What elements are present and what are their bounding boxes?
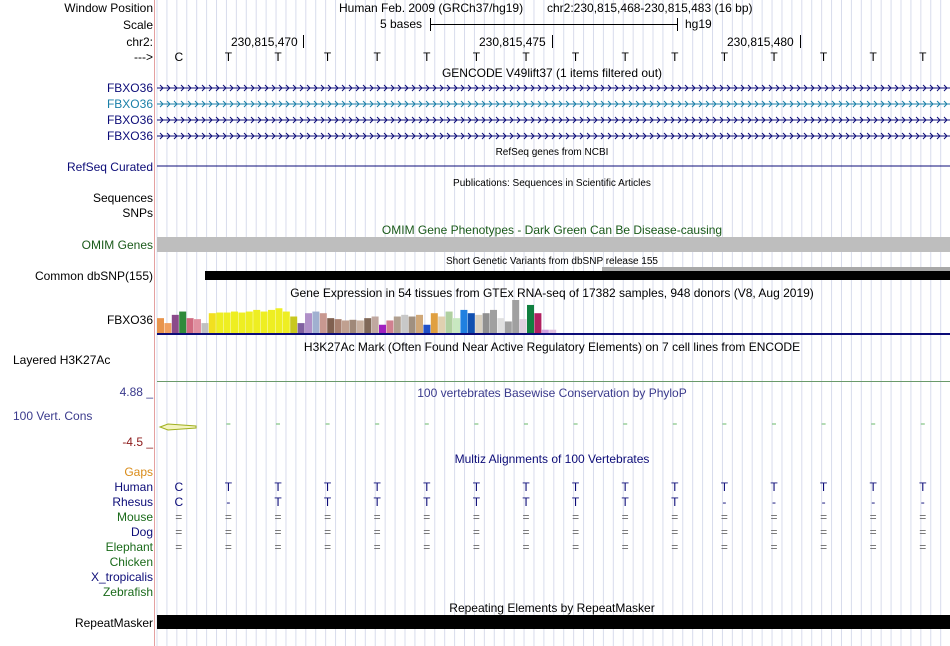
gtex-tissue-bar[interactable] — [394, 317, 401, 334]
gtex-tissue-bar[interactable] — [335, 319, 342, 333]
alignment-base: = — [572, 540, 580, 554]
alignment-base: = — [720, 525, 728, 539]
alignment-base: = — [274, 525, 282, 539]
publications-sequences-label[interactable]: Sequences — [92, 191, 153, 205]
alignment-base: = — [820, 540, 828, 554]
gtex-tissue-bar[interactable] — [157, 318, 164, 333]
conservation-arrow-mark — [160, 424, 196, 430]
alignment-base: = — [869, 540, 877, 554]
gtex-tissue-bar[interactable] — [512, 300, 519, 333]
gtex-tissue-bar[interactable] — [342, 320, 349, 333]
gtex-tissue-bar[interactable] — [490, 310, 497, 333]
multiz-gaps-label: Gaps — [124, 465, 153, 479]
alignment-base: T — [323, 480, 332, 494]
alignment-base: T — [919, 480, 927, 494]
alignment-base: = — [175, 510, 183, 524]
base-letter: T — [671, 50, 679, 64]
alignment-base: T — [770, 480, 778, 494]
gtex-tissue-bar[interactable] — [231, 312, 238, 333]
base-letter: C — [174, 50, 184, 64]
gtex-tissue-bar[interactable] — [253, 310, 260, 333]
species-label[interactable]: Zebrafish — [102, 585, 153, 599]
base-letter: T — [770, 50, 778, 64]
alignment-base: = — [373, 510, 381, 524]
gtex-tissue-bar[interactable] — [187, 318, 194, 333]
alignment-base: = — [671, 525, 679, 539]
gtex-tissue-bar[interactable] — [209, 313, 216, 333]
gtex-tissue-bar[interactable] — [283, 312, 290, 333]
alignment-base: T — [571, 480, 580, 494]
alignment-base: = — [175, 525, 183, 539]
alignment-base: = — [820, 510, 828, 524]
gtex-tissue-bar[interactable] — [298, 323, 305, 333]
refseq-title[interactable]: RefSeq genes from NCBI — [495, 147, 609, 158]
gtex-tissue-bar[interactable] — [224, 313, 231, 333]
gtex-tissue-bar[interactable] — [179, 312, 186, 333]
species-label[interactable]: X_tropicalis — [90, 570, 153, 584]
alignment-base: T — [522, 495, 530, 509]
gtex-tissue-bar[interactable] — [164, 323, 171, 333]
alignment-base: = — [621, 525, 629, 539]
chrom-label: chr2: — [126, 35, 153, 49]
dbsnp-title[interactable]: Short Genetic Variants from dbSNP release 155 — [446, 256, 658, 267]
gtex-tissue-bar[interactable] — [194, 319, 201, 333]
base-letter: T — [224, 50, 233, 64]
alignment-base: T — [373, 480, 381, 494]
alignment-base: T — [274, 480, 282, 494]
base-letter: T — [571, 50, 580, 64]
alignment-base: T — [472, 480, 481, 494]
alignment-base: = — [522, 525, 530, 539]
alignment-base: T — [720, 480, 729, 494]
gtex-tissue-bar[interactable] — [275, 308, 282, 333]
alignment-base: T — [423, 495, 431, 509]
gtex-tissue-bar[interactable] — [446, 312, 453, 333]
gencode-title[interactable]: GENCODE V49lift37 (1 items filtered out) — [441, 66, 663, 80]
base-letter: T — [472, 50, 481, 64]
gtex-tissue-bar[interactable] — [320, 313, 327, 333]
alignment-base: = — [324, 540, 332, 554]
alignment-base: = — [720, 510, 728, 524]
conservation-title[interactable]: 100 vertebrates Basewise Conservation by PhyloP — [417, 386, 687, 400]
assembly-text: Human Feb. 2009 (GRCh37/hg19) — [339, 1, 524, 15]
base-letter: T — [423, 50, 431, 64]
gtex-tissue-bar[interactable] — [305, 313, 312, 333]
alignment-base: - — [920, 495, 925, 509]
scale-label: Scale — [122, 18, 153, 32]
ruler-tick-label-3: 230,815,480 — [727, 35, 794, 49]
alignment-base: = — [373, 525, 381, 539]
species-label[interactable]: Mouse — [116, 510, 153, 524]
gtex-tissue-bar[interactable] — [416, 315, 423, 333]
alignment-base: = — [919, 525, 927, 539]
gtex-tissue-bar[interactable] — [349, 320, 356, 333]
alignment-base: - — [722, 495, 727, 509]
base-letter: T — [869, 50, 877, 64]
gtex-tissue-bar[interactable] — [475, 315, 482, 333]
gtex-tissue-bar[interactable] — [497, 318, 504, 333]
conservation-max-label: 4.88 _ — [119, 385, 153, 399]
alignment-base: T — [819, 480, 828, 494]
alignment-base: = — [472, 510, 480, 524]
alignment-base: = — [274, 510, 282, 524]
gtex-tissue-bar[interactable] — [409, 317, 416, 334]
base-letter: T — [720, 50, 729, 64]
base-letter: T — [819, 50, 828, 64]
alignment-base: = — [720, 540, 728, 554]
gtex-tissue-bar[interactable] — [483, 313, 490, 333]
alignment-base: T — [671, 480, 679, 494]
gtex-tissue-bar[interactable] — [542, 330, 549, 333]
alignment-base: T — [621, 495, 629, 509]
ruler-tick-label-2: 230,815,475 — [479, 35, 546, 49]
alignment-base: = — [472, 525, 480, 539]
alignment-base: C — [174, 495, 184, 509]
gtex-title[interactable]: Gene Expression in 54 tissues from GTEx RNA-seq of 17382 samples, 948 donors (V8, Aug 2019) — [290, 286, 814, 300]
gtex-tissue-bar[interactable] — [261, 312, 268, 333]
gtex-tissue-bar[interactable] — [312, 312, 319, 333]
gtex-tissue-bar[interactable] — [468, 313, 475, 333]
alignment-base: = — [770, 525, 778, 539]
gtex-label[interactable]: FBXO36 — [106, 313, 153, 327]
alignment-base: T — [423, 480, 431, 494]
alignment-base: T — [323, 495, 332, 509]
alignment-base: = — [522, 540, 530, 554]
alignment-base: = — [472, 540, 480, 554]
alignment-base: T — [522, 480, 530, 494]
alignment-base: = — [572, 525, 580, 539]
gencode-item-3-label[interactable]: FBXO36 — [106, 113, 153, 127]
omim-label[interactable]: OMIM Genes — [81, 238, 153, 252]
alignment-base: - — [772, 495, 776, 509]
gtex-tissue-bar[interactable] — [431, 313, 438, 333]
scale-text: 5 bases — [380, 17, 423, 31]
alignment-base: = — [423, 525, 431, 539]
gtex-tissue-bar[interactable] — [246, 312, 253, 333]
alignment-base: = — [869, 510, 877, 524]
gtex-tissue-bar[interactable] — [527, 305, 534, 333]
alignment-base: T — [869, 480, 877, 494]
gtex-tissue-bar[interactable] — [438, 317, 445, 334]
alignment-base: T — [671, 495, 679, 509]
gtex-tissue-bar[interactable] — [238, 313, 245, 333]
alignment-base: = — [820, 525, 828, 539]
conservation-min-label: -4.5 _ — [122, 435, 153, 449]
base-letter: T — [323, 50, 332, 64]
base-letter: T — [274, 50, 282, 64]
ruler-tick-label-1: 230,815,470 — [231, 35, 298, 49]
gencode-item-1-label[interactable]: FBXO36 — [106, 81, 153, 95]
base-letter: T — [919, 50, 927, 64]
dbsnp-label[interactable]: Common dbSNP(155) — [34, 269, 153, 283]
alignment-base: T — [224, 480, 233, 494]
species-label[interactable]: Human — [114, 480, 153, 494]
publications-title[interactable]: Publications: Sequences in Scientific Articles — [453, 178, 651, 189]
base-letter: T — [522, 50, 530, 64]
position-text: chr2:230,815,468-230,815,483 (16 bp) — [547, 1, 753, 15]
alignment-base: T — [621, 480, 629, 494]
gtex-tissue-bar[interactable] — [201, 323, 208, 333]
alignment-base: = — [919, 540, 927, 554]
alignment-base: = — [770, 510, 778, 524]
alignment-base: - — [226, 495, 231, 509]
gtex-tissue-bar[interactable] — [520, 319, 527, 333]
gtex-tissue-bar[interactable] — [364, 318, 371, 333]
alignment-base: = — [224, 510, 232, 524]
gtex-tissue-bar[interactable] — [460, 310, 467, 333]
gencode-item-2-label[interactable]: FBXO36 — [106, 97, 153, 111]
alignment-base: = — [770, 540, 778, 554]
alignment-base: T — [373, 495, 381, 509]
alignment-base: = — [919, 510, 927, 524]
species-label[interactable]: Chicken — [109, 555, 153, 569]
omim-title[interactable]: OMIM Gene Phenotypes - Dark Green Can Be Disease-causing — [381, 223, 723, 237]
gtex-tissue-bar[interactable] — [549, 330, 556, 333]
alignment-base: = — [423, 540, 431, 554]
gtex-tissue-bar[interactable] — [534, 313, 541, 333]
species-label[interactable]: Elephant — [105, 540, 153, 554]
alignment-base: = — [373, 540, 381, 554]
alignment-base: = — [572, 510, 580, 524]
gtex-tissue-bar[interactable] — [401, 315, 408, 333]
publications-snps-label[interactable]: SNPs — [122, 206, 153, 220]
alignment-base: = — [274, 540, 282, 554]
gtex-tissue-bar[interactable] — [172, 315, 179, 333]
window-position-label: Window Position — [64, 1, 153, 15]
conservation-label[interactable]: 100 Vert. Cons — [13, 409, 93, 423]
gencode-item-4-label[interactable]: FBXO36 — [106, 129, 153, 143]
h3k27ac-label[interactable]: Layered H3K27Ac — [13, 353, 111, 367]
repeatmasker-label[interactable]: RepeatMasker — [74, 616, 153, 630]
alignment-base: = — [224, 525, 232, 539]
gtex-tissue-bar[interactable] — [386, 320, 393, 333]
base-letter: T — [621, 50, 629, 64]
alignment-base: = — [621, 540, 629, 554]
alignment-base: - — [821, 495, 826, 509]
alignment-base: C — [174, 480, 184, 494]
species-label[interactable]: Dog — [130, 525, 153, 539]
scale-db: hg19 — [685, 17, 712, 31]
alignment-base: = — [324, 510, 332, 524]
alignment-base: = — [522, 510, 530, 524]
gtex-tissue-bar[interactable] — [216, 313, 223, 333]
gtex-tissue-bar[interactable] — [505, 321, 512, 333]
gtex-tissue-bar[interactable] — [423, 325, 430, 333]
alignment-base: = — [423, 510, 431, 524]
base-letter: T — [373, 50, 381, 64]
gtex-tissue-bar[interactable] — [268, 310, 275, 333]
gtex-tissue-bar[interactable] — [357, 320, 364, 333]
alignment-base: = — [869, 525, 877, 539]
alignment-base: = — [671, 540, 679, 554]
gtex-tissue-bar[interactable] — [379, 325, 386, 333]
gtex-tissue-bar[interactable] — [290, 317, 297, 334]
refseq-label[interactable]: RefSeq Curated — [66, 160, 153, 174]
species-label[interactable]: Rhesus — [112, 495, 153, 509]
gtex-tissue-bar[interactable] — [327, 318, 334, 333]
alignment-base: T — [571, 495, 580, 509]
gtex-tissue-bar[interactable] — [372, 317, 379, 334]
alignment-base: = — [175, 540, 183, 554]
strand-label: ---> — [134, 50, 153, 64]
h3k27ac-title[interactable]: H3K27Ac Mark (Often Found Near Active Regulatory Elements) on 7 cell lines from ENCODE — [303, 340, 801, 354]
alignment-base: T — [274, 495, 282, 509]
alignment-base: = — [324, 525, 332, 539]
gtex-tissue-bar[interactable] — [453, 318, 460, 333]
repeatmasker-title[interactable]: Repeating Elements by RepeatMasker — [449, 601, 655, 615]
alignment-base: T — [472, 495, 481, 509]
alignment-base: - — [871, 495, 876, 509]
alignment-base: = — [621, 510, 629, 524]
alignment-base: = — [671, 510, 679, 524]
alignment-base: = — [224, 540, 232, 554]
multiz-title[interactable]: Multiz Alignments of 100 Vertebrates — [454, 452, 650, 466]
